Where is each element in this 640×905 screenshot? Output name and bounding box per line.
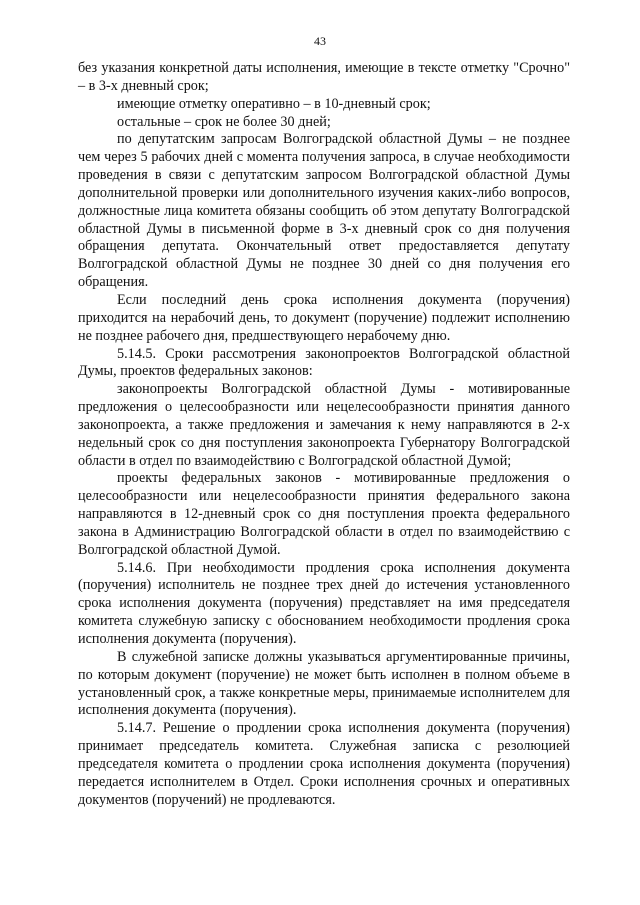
paragraph: по депутатским запросам Волгоградской областной Думы – не позднее чем через 5 рабочих дней с момента получения запроса, в случае необходимости проведения в связи с депутатским запросом Волгоградской областной Думы дополнительной проверки или дополнительного изучения каких-либо вопросов, должностные лица комитета обязаны сообщить об этом депутату Волгоградской областной Думы в письменной форме в 3-х дневный срок со дня получения обращения депутата. Окончательный ответ предоставляется депутату Волгоградской областной Думы не позднее 30 дней со дня получения его обращения. xyxy=(78,131,570,291)
paragraph: проекты федеральных законов - мотивированные предложения о целесообразности или нецелесообразности принятия федерального закона направляются в 12-дневный срок со дня поступления проекта федерального закона в Администрацию Волгоградской области в отдел по взаимодействию с Волгоградской областной Думой. xyxy=(78,470,570,558)
paragraph: имеющие отметку оперативно – в 10-дневный срок; xyxy=(117,95,431,112)
paragraph: остальные – срок не более 30 дней; xyxy=(117,113,331,130)
section-paragraph-5-14-7: 5.14.7. Решение о продлении срока исполнения документа (поручения) принимает председатель комитета. Служебная записка с резолюцией председателя комитета о продлении срока исполнения документа (поручения) передается исполнителем в Отдел. Сроки исполнения срочных и оперативных документов (поручений) не продлеваются. xyxy=(78,720,570,808)
page-number: 43 xyxy=(314,34,326,48)
paragraph: законопроекты Волгоградской областной Думы - мотивированные предложения о целесообразности или нецелесообразности принятия данного законопроекта, а также предложения и замечания к нему направляются в 2-х недельный срок со дня поступления законопроекта Губернатору Волгоградской области в отдел по взаимодействию с Волгоградской областной Думой; xyxy=(78,381,570,469)
section-paragraph-5-14-6: 5.14.6. При необходимости продления срока исполнения документа (поручения) исполнитель не позднее трех дней до истечения установленного срока исполнения документа (поручения) представляет на имя председателя комитета служебную записку с обоснованием необходимости продления срока исполнения документа (поручения). xyxy=(78,559,570,647)
document-body xyxy=(78,60,570,809)
paragraph: без указания конкретной даты исполнения, имеющие в тексте отметку "Срочно" – в 3-х дневный срок; xyxy=(78,60,570,94)
section-paragraph-5-14-5: 5.14.5. Сроки рассмотрения законопроектов Волгоградской областной Думы, проектов федеральных законов: xyxy=(78,345,570,380)
paragraph: В служебной записке должны указываться аргументированные причины, по которым документ (поручение) не может быть исполнен в полном объеме в установленный срок, а также конкретные меры, принимаемые исполнителем для исполнения документа (поручения). xyxy=(78,648,570,719)
paragraph: Если последний день срока исполнения документа (поручения) приходится на нерабочий день, то документ (поручение) подлежит исполнению не позднее рабочего дня, предшествующего нерабочему дню. xyxy=(78,291,570,344)
